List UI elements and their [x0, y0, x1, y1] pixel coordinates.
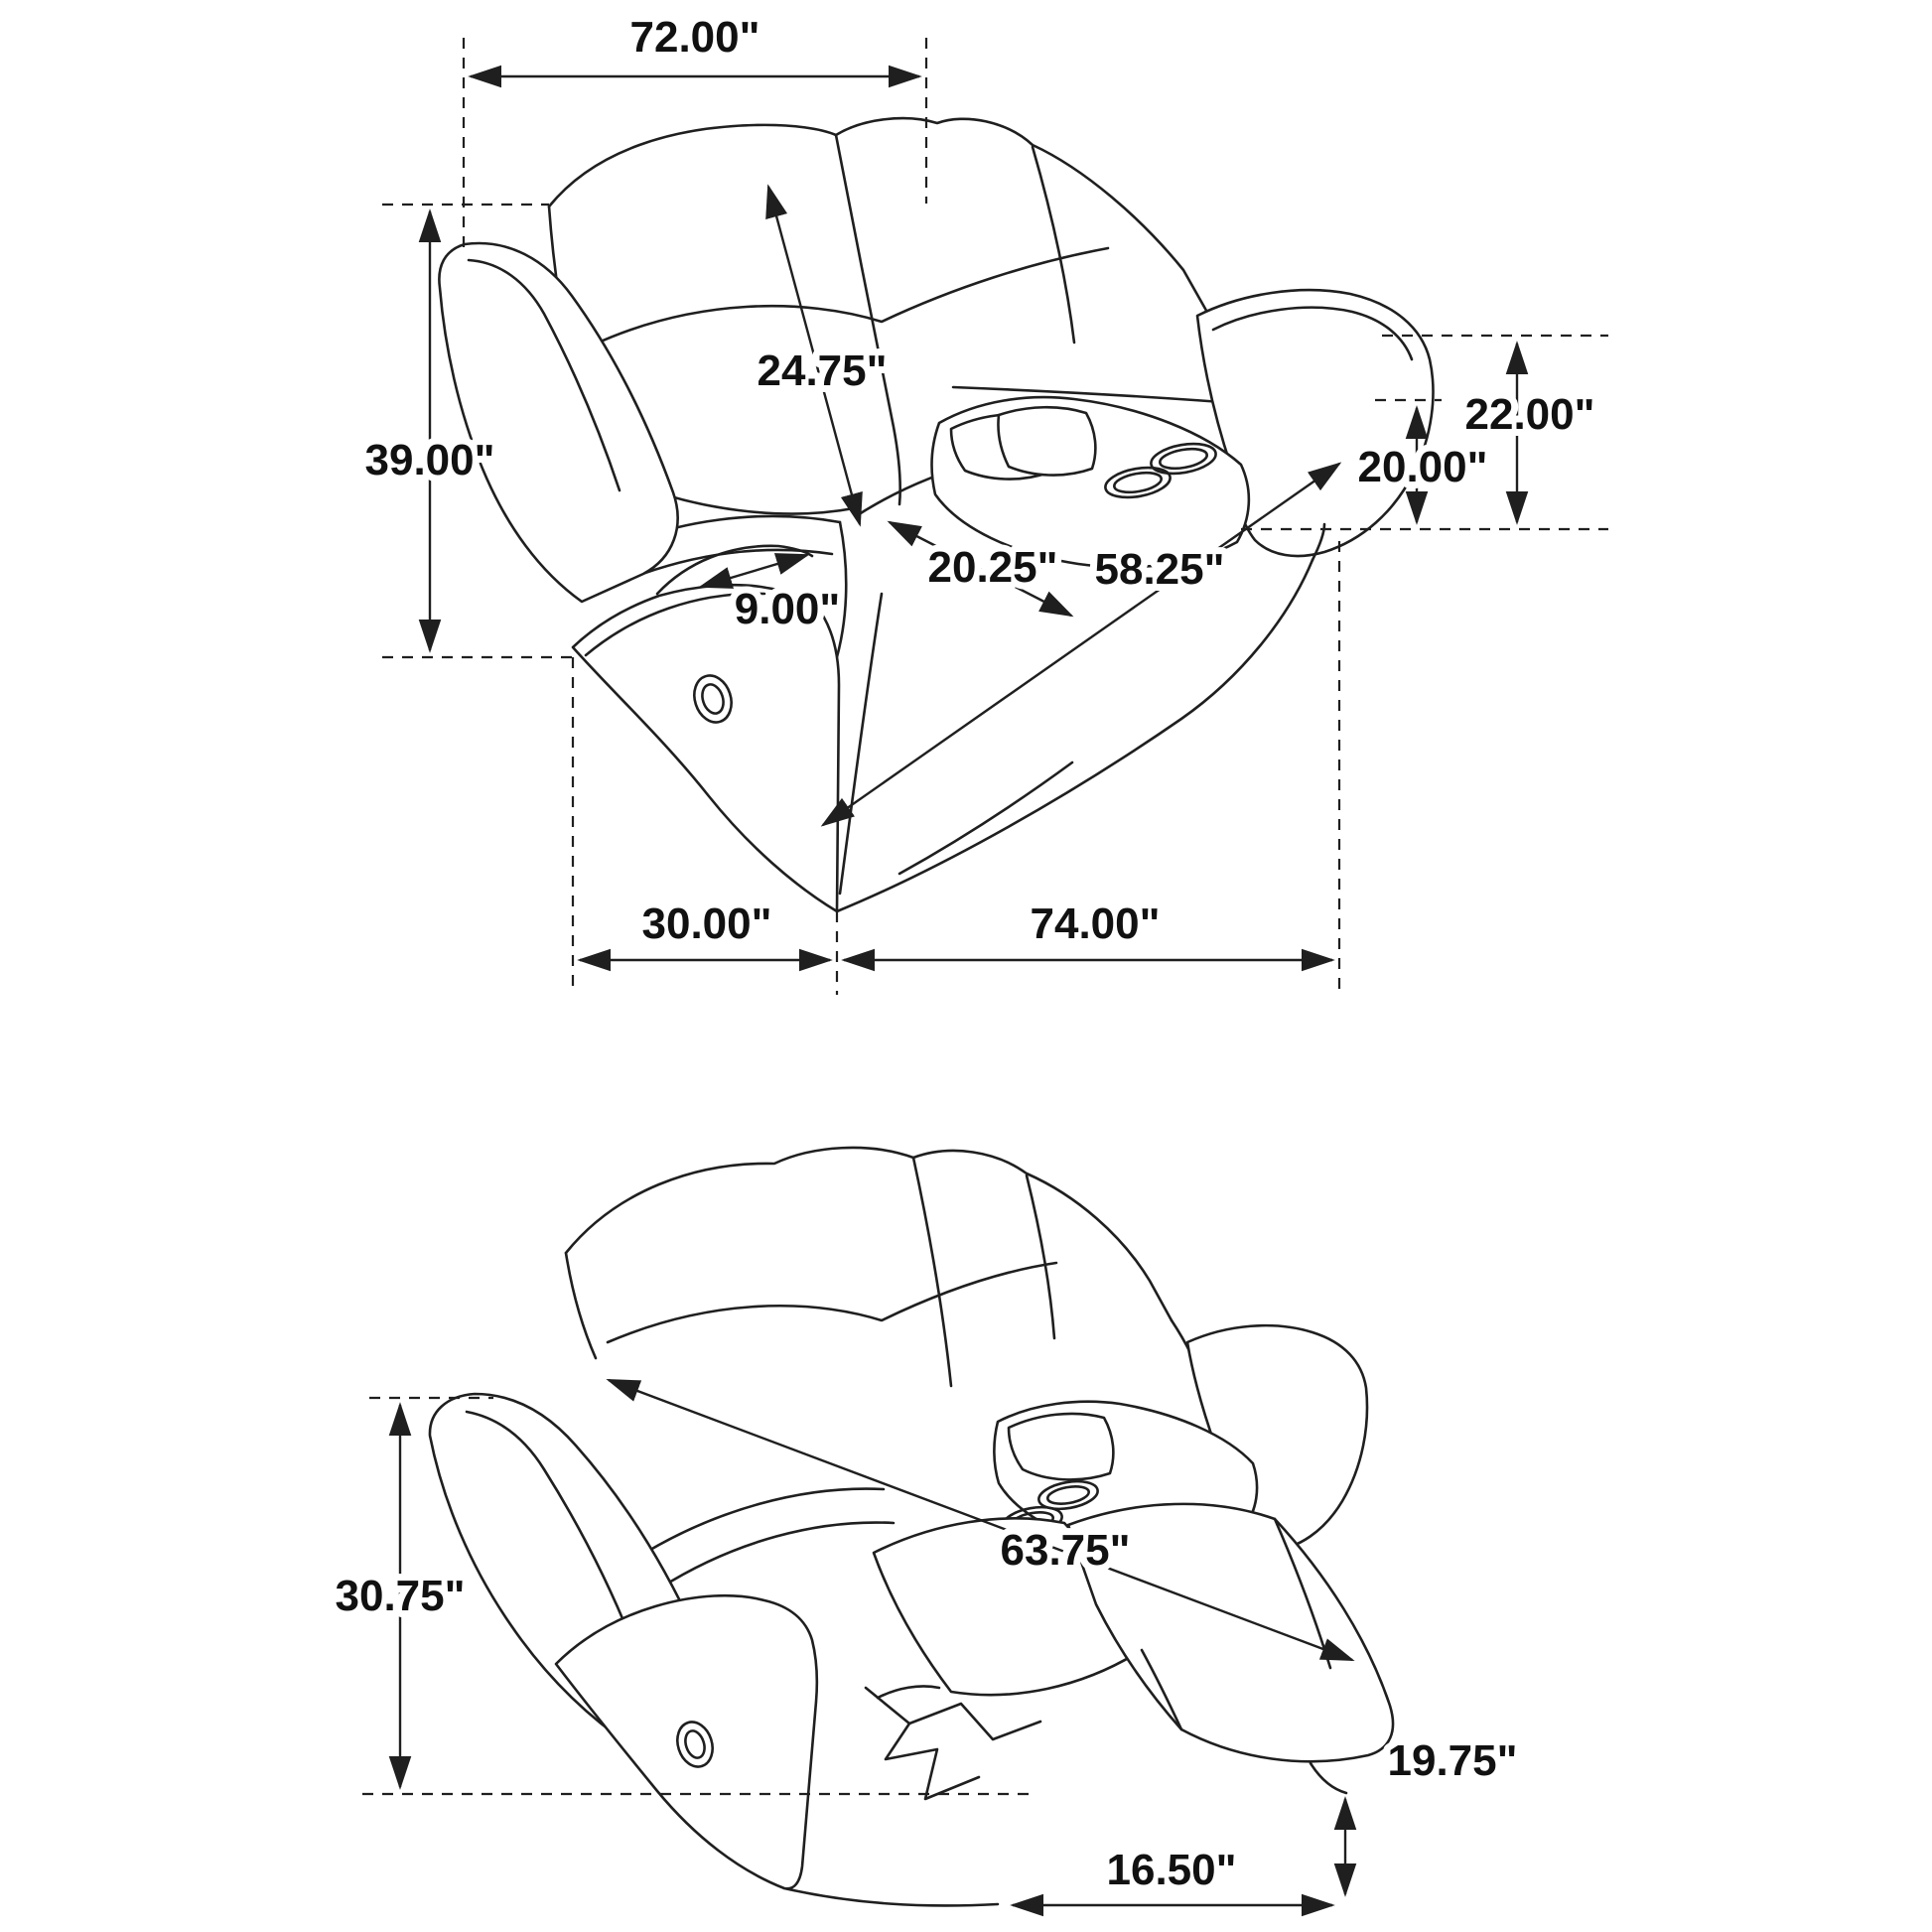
dimension-back-cushion [758, 187, 888, 524]
dimension-label: 72.00" [629, 13, 760, 62]
back-top-outline [549, 118, 1209, 316]
sofa-reclined-drawing [430, 1148, 1393, 1905]
dimension-label: 30.00" [641, 899, 772, 948]
dimension-label: 19.75" [1387, 1736, 1518, 1785]
dimension-label: 16.50" [1106, 1846, 1237, 1894]
dimension-label: 24.75" [757, 346, 888, 395]
back-seam [913, 1158, 951, 1386]
headrest-seam [592, 248, 1108, 345]
base-seam [899, 762, 1072, 874]
recliner-mechanism [909, 1704, 1040, 1739]
dimension-arrow [701, 555, 807, 587]
footrest-leg [1311, 1763, 1346, 1793]
back-seam [1027, 1175, 1054, 1338]
back-left-edge [566, 1253, 596, 1358]
headrest-seam [608, 1263, 1056, 1342]
back-top-outline [566, 1148, 1172, 1320]
dimension-label: 30.75" [335, 1572, 466, 1620]
dimension-footrest-extension [1013, 1846, 1332, 1905]
left-armrest [439, 243, 677, 602]
base-bottom-edge [837, 560, 1312, 911]
console-lid-pad [998, 407, 1095, 475]
sofa-upright-drawing [439, 118, 1433, 911]
dimension-label: 20.00" [1357, 443, 1488, 491]
seat-crease [659, 1523, 894, 1588]
upright-view [365, 13, 1608, 995]
back-seam [1033, 147, 1074, 343]
dimension-label: 74.00" [1030, 899, 1161, 948]
console-lid-pad [1009, 1414, 1113, 1479]
dimension-label: 39.00" [364, 436, 495, 484]
dimension-label: 9.00" [734, 585, 841, 633]
dimension-label: 20.25" [927, 543, 1058, 592]
reclined-view [336, 1148, 1518, 1905]
back-seam [836, 135, 900, 504]
under-base-edge [784, 1888, 998, 1905]
dimension-footrest-height [1345, 1736, 1517, 1894]
recliner-mechanism [878, 1686, 939, 1698]
dimension-label: 22.00" [1464, 390, 1595, 439]
dimension-label: 58.25" [1094, 545, 1225, 594]
base-seam [840, 594, 882, 894]
dimension-label: 63.75" [1000, 1526, 1131, 1575]
